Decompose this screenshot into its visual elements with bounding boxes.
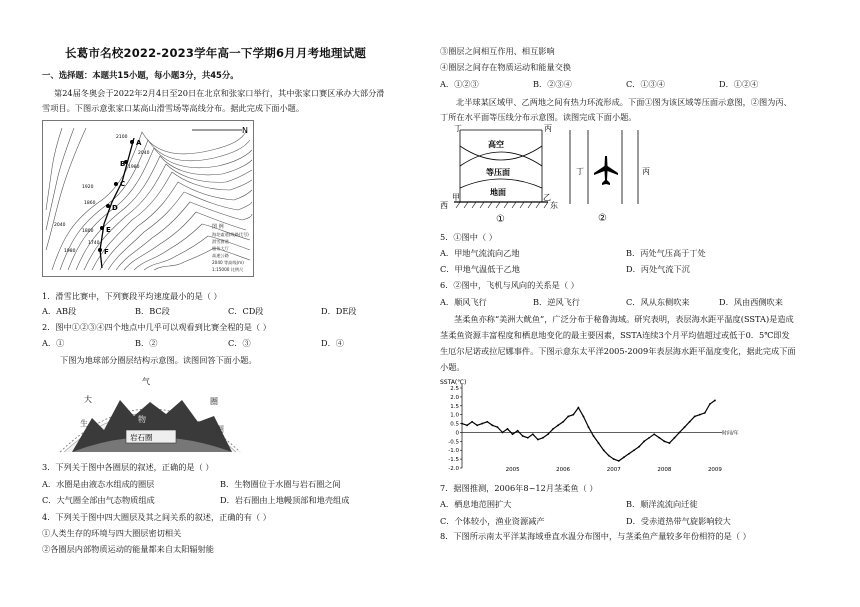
chart-axes <box>462 384 722 468</box>
fig1-number: ① <box>496 214 505 225</box>
chart-ytick-label: 2.5 <box>450 386 459 392</box>
q7-stem: 7．据图推测，2006年8~12月茎柔鱼（ ） <box>440 483 598 493</box>
chart-xtick-label: 2005 <box>505 467 520 473</box>
q6-option-a[interactable]: A．顺风飞行 <box>440 297 487 307</box>
chart-point <box>593 435 595 437</box>
q8-stem: 8．下图所示南太平洋某海域垂直水温分布图中，与茎柔鱼产量较多年份相符的是（ ） <box>440 531 751 541</box>
intro3-line1: 北半球某区域甲、乙两地之间有热力环流形成。下面①图为该区域等压面示意图，②图为丙、 <box>456 97 792 107</box>
chart-point <box>522 435 524 437</box>
q1-option-a[interactable]: A．AB段 <box>42 306 77 316</box>
q4-option-c[interactable]: C．①③④ <box>626 79 666 89</box>
chart-point <box>502 432 504 434</box>
point-c: C <box>120 180 126 188</box>
q1-stem: 1．滑雪比赛中，下列赛段平均速度最小的是（ ） <box>42 291 222 301</box>
chart-point <box>461 423 463 425</box>
north-label: N <box>242 126 248 135</box>
chart-point <box>704 412 706 414</box>
q7-option-d[interactable]: D．受赤道热带气旋影响较大 <box>626 516 731 526</box>
contour-label-1: 2100 <box>116 135 128 140</box>
q4-option-a[interactable]: A．①②③ <box>440 79 479 89</box>
chart-point <box>466 424 468 426</box>
chart-point <box>714 400 716 402</box>
legend-item-5: 2040 等高线(m) <box>212 260 244 265</box>
q2-option-c[interactable]: C．③ <box>228 338 251 348</box>
q3-stem: 3．下列关于图中各圈层的叙述，正确的是（ ） <box>42 462 214 472</box>
q6-option-d[interactable]: D．风由西侧吹来 <box>719 297 783 307</box>
fig1-label-isobaric: 等压面 <box>486 168 510 177</box>
isobaric-figure <box>440 122 560 226</box>
fig1-label-ding: 丁 <box>454 124 462 133</box>
chart-point <box>618 460 620 462</box>
chart-point <box>532 433 534 435</box>
q5-options-row2 <box>440 264 816 274</box>
chart-ytick-label: 1.5 <box>450 403 459 410</box>
contour-map <box>42 120 254 277</box>
fig1-label-upper: 高空 <box>488 140 504 149</box>
chart-ytick-label: 0 <box>455 430 459 437</box>
intro2: 下图为地球部分圈层结构示意图。读图回答下面小题。 <box>60 355 257 365</box>
legend-item-1: 海坨索道(线路代号) <box>212 232 249 237</box>
chart-point <box>613 458 615 460</box>
fig1-label-jia: 甲 <box>452 193 460 202</box>
chart-point <box>491 424 493 426</box>
chart-point <box>557 424 559 426</box>
q6-options <box>440 297 812 307</box>
q4-statement-3: ③圈层之间相互作用、相互影响 <box>440 46 555 56</box>
chart-series-line <box>462 400 715 461</box>
chart-ytick-label: -0.5 <box>448 439 459 446</box>
chart-point <box>648 437 650 439</box>
chart-point <box>512 433 514 435</box>
chart-point <box>567 416 569 418</box>
q4-statement-1: ①人类生存的环境与四大圈层密切相关 <box>42 528 182 538</box>
chart-point <box>603 449 605 451</box>
q2-options <box>42 338 414 348</box>
fig1-label-ground: 地面 <box>490 188 506 197</box>
q1-options <box>42 306 414 316</box>
chart-point <box>628 453 630 455</box>
chart-point <box>507 428 509 430</box>
sphere-label-quan2: 圈 <box>216 425 224 434</box>
chart-xlabel: 时间/年 <box>722 430 739 437</box>
q5-option-d[interactable]: D．丙处气流下沉 <box>626 264 690 274</box>
chart-point <box>517 430 519 432</box>
intro3-line2: 丁所在水平面等压线分布示意图。读图完成下面小题。 <box>440 112 637 122</box>
chart-xtick-label: 2009 <box>707 467 722 473</box>
chart-point <box>669 442 671 444</box>
fig1-label-yi: 乙 <box>543 193 551 202</box>
legend-item-2: 滑雪赛道 <box>212 239 229 244</box>
chart-point <box>689 421 691 423</box>
chart-point <box>583 416 585 418</box>
page-title: 长葛市名校2022-2023学年高一下学期6月月考地理试题 <box>65 46 367 60</box>
chart-point <box>643 440 645 442</box>
fig1-label-bing: 丙 <box>544 124 552 133</box>
point-b: B <box>120 160 126 168</box>
point-d: D <box>112 204 118 212</box>
chart-point <box>709 403 711 405</box>
chart-point <box>547 433 549 435</box>
contour-label-9: 1980 <box>64 249 76 254</box>
chart-point <box>572 414 574 416</box>
q3-option-d[interactable]: D．岩石圈由上地幔顶部和地壳组成 <box>220 495 350 505</box>
chart-point <box>608 455 610 457</box>
chart-point <box>527 437 529 439</box>
contour-label-7: 1740 <box>88 241 100 246</box>
fig1-label-west: 西 <box>440 201 448 210</box>
legend-item-4: 高速公路 <box>212 253 229 258</box>
contour-label-3: 1980 <box>128 165 140 170</box>
q6-stem: 6．②图中，飞机与风向的关系是（ ） <box>440 280 579 290</box>
chart-point <box>476 424 478 426</box>
chart-point <box>694 416 696 418</box>
fig2-label-ding: 丁 <box>576 167 584 176</box>
chart-point <box>537 439 539 441</box>
section-heading: 一、选择题：本题共15小题，每小题3分，共45分。 <box>42 70 239 80</box>
q2-option-a[interactable]: A．① <box>42 338 65 348</box>
q3-options-row1 <box>42 479 410 489</box>
chart-xtick-label: 2007 <box>606 467 621 473</box>
sphere-label-qi: 气 <box>142 377 150 386</box>
q4-stem: 4．下列关于图中四大圈层及其之间关系的叙述，正确的有（ ） <box>42 512 271 522</box>
q7-options-row1 <box>440 499 816 509</box>
chart-ytick-label: -2.0 <box>448 466 459 472</box>
q7-option-a[interactable]: A．栖息地范围扩大 <box>440 499 512 509</box>
q6-option-c[interactable]: C．风从东侧吹来 <box>626 297 690 307</box>
q2-option-b[interactable]: B．② <box>135 338 158 348</box>
chart-point <box>562 421 564 423</box>
q5-options-row1 <box>440 248 816 258</box>
sphere-label-lithosphere: 岩石圈 <box>130 433 153 442</box>
chart-point <box>633 449 635 451</box>
intro1-line2: 雪项目。下图示意张家口某高山滑雪场等高线分布。据此完成下面小题。 <box>42 103 305 113</box>
q2-stem: 2．图中①②③④四个地点中几乎可以观看到比赛全程的是（ ） <box>42 322 271 332</box>
chart-ylabel: SSTA(℃) <box>440 379 467 386</box>
chart-ytick-label: 2.0 <box>450 394 459 401</box>
point-f: F <box>104 248 109 256</box>
chart-point <box>481 423 483 425</box>
isobar-plane-figure <box>562 128 662 226</box>
fig1-label-east: 东 <box>550 201 558 210</box>
legend-title: 图 例 <box>212 224 224 230</box>
chart-point <box>497 426 499 428</box>
sphere-label-sheng: 生 <box>80 419 88 428</box>
q4-statement-4: ④圈层之间存在物质运动和能量交换 <box>440 62 572 72</box>
chart-point <box>623 456 625 458</box>
chart-point <box>552 428 554 430</box>
contour-label-4: 1920 <box>82 185 94 190</box>
chart-point <box>658 437 660 439</box>
chart-point <box>674 437 676 439</box>
contour-label-2: 2040 <box>138 151 150 156</box>
q3-option-a[interactable]: A．水圈是由液态水组成的圈层 <box>42 479 155 489</box>
q4-statement-2: ②各圈层内部物质运动的能量都来自太阳辐射能 <box>42 544 214 554</box>
sphere-label-quan1: 圈 <box>210 397 218 406</box>
chart-point <box>486 421 488 423</box>
q1-option-c[interactable]: C．CD段 <box>228 306 264 316</box>
chart-ytick-label: -1.5 <box>448 457 459 464</box>
legend-item-6: 1:15000 比例尺 <box>212 267 244 272</box>
q3-option-c[interactable]: C．大气圈全部由气态物质组成 <box>42 495 155 505</box>
q5-option-c[interactable]: C．甲地气温低于乙地 <box>440 264 520 274</box>
contour-label-5: 1860 <box>84 201 96 206</box>
sphere-diagram <box>42 372 260 456</box>
airplane-icon <box>594 156 618 185</box>
q7-option-b[interactable]: B．顺洋流流向迁徙 <box>626 499 698 509</box>
q7-option-c[interactable]: C．个体较小，渔业资源减产 <box>440 516 545 526</box>
chart-xtick-label: 2008 <box>657 467 672 473</box>
legend-item-3: 服务大厅 <box>212 246 229 251</box>
q4-option-b[interactable]: B．②③④ <box>533 79 572 89</box>
q4-option-d[interactable]: D．①②④ <box>719 79 759 89</box>
fig2-label-bing: 丙 <box>642 167 650 176</box>
q1-option-b[interactable]: B．BC段 <box>135 306 170 316</box>
q3-option-b[interactable]: B．生物圈位于水圈与岩石圈之间 <box>220 479 341 489</box>
chart-ytick-label: 0.5 <box>450 421 459 428</box>
chart-xticks <box>506 467 723 473</box>
q2-option-d[interactable]: D．④ <box>321 338 344 348</box>
chart-point <box>679 432 681 434</box>
ssta-line-chart <box>440 376 760 474</box>
chart-point <box>653 433 655 435</box>
chart-point <box>598 442 600 444</box>
intro4-line3: 生厄尔尼诺或拉尼娜事件。下图示意东太平洋2005-2009年表层海水距平温度变化，据此完成下面 <box>440 346 796 356</box>
chart-point <box>663 440 665 442</box>
chart-points <box>461 400 716 462</box>
q4-options <box>440 79 812 89</box>
point-e: E <box>106 226 111 234</box>
chart-yticks <box>448 386 462 472</box>
intro4-line4: 小题。 <box>440 362 465 372</box>
intro1-line1: 第24届冬奥会于2022年2月4日至20日在北京和张家口举行，其中张家口赛区承办大部分滑 <box>54 88 385 98</box>
intro4-line1: 茎柔鱼亦称“美洲大鱿鱼”，广泛分布于秘鲁海域。研究表明，表层海水距平温度(SSTA)是造成 <box>454 314 794 324</box>
chart-point <box>471 421 473 423</box>
chart-point <box>577 407 579 409</box>
chart-point <box>638 446 640 448</box>
chart-ytick-label: -1.0 <box>448 448 459 455</box>
point-a: A <box>136 139 142 147</box>
q7-options-row2 <box>440 516 816 526</box>
chart-point <box>588 426 590 428</box>
contour-label-6: 1800 <box>82 229 94 234</box>
sphere-label-da: 大 <box>84 395 92 404</box>
q1-option-d[interactable]: D．DE段 <box>321 306 357 316</box>
q5-stem: 5．①图中（ ） <box>440 232 497 242</box>
chart-point <box>699 414 701 416</box>
contour-label-8: 2040 <box>54 223 66 228</box>
q5-option-a[interactable]: A．甲地气流流向乙地 <box>440 248 520 258</box>
chart-ytick-label: 1.0 <box>450 412 459 419</box>
q5-option-b[interactable]: B．丙处气压高于丁处 <box>626 248 706 258</box>
chart-point <box>684 426 686 428</box>
chart-point <box>542 437 544 439</box>
q6-option-b[interactable]: B．逆风飞行 <box>533 297 580 307</box>
q3-options-row2 <box>42 495 410 505</box>
chart-xtick-label: 2006 <box>556 467 571 473</box>
fig2-number: ② <box>598 213 607 224</box>
sphere-label-wu: 物 <box>138 415 146 424</box>
intro4-line2: 茎柔鱼资源丰富程度和栖息地变化的最主要因素，SSTA连续3个月平均值超过或低于0．5℃即发 <box>440 330 790 340</box>
